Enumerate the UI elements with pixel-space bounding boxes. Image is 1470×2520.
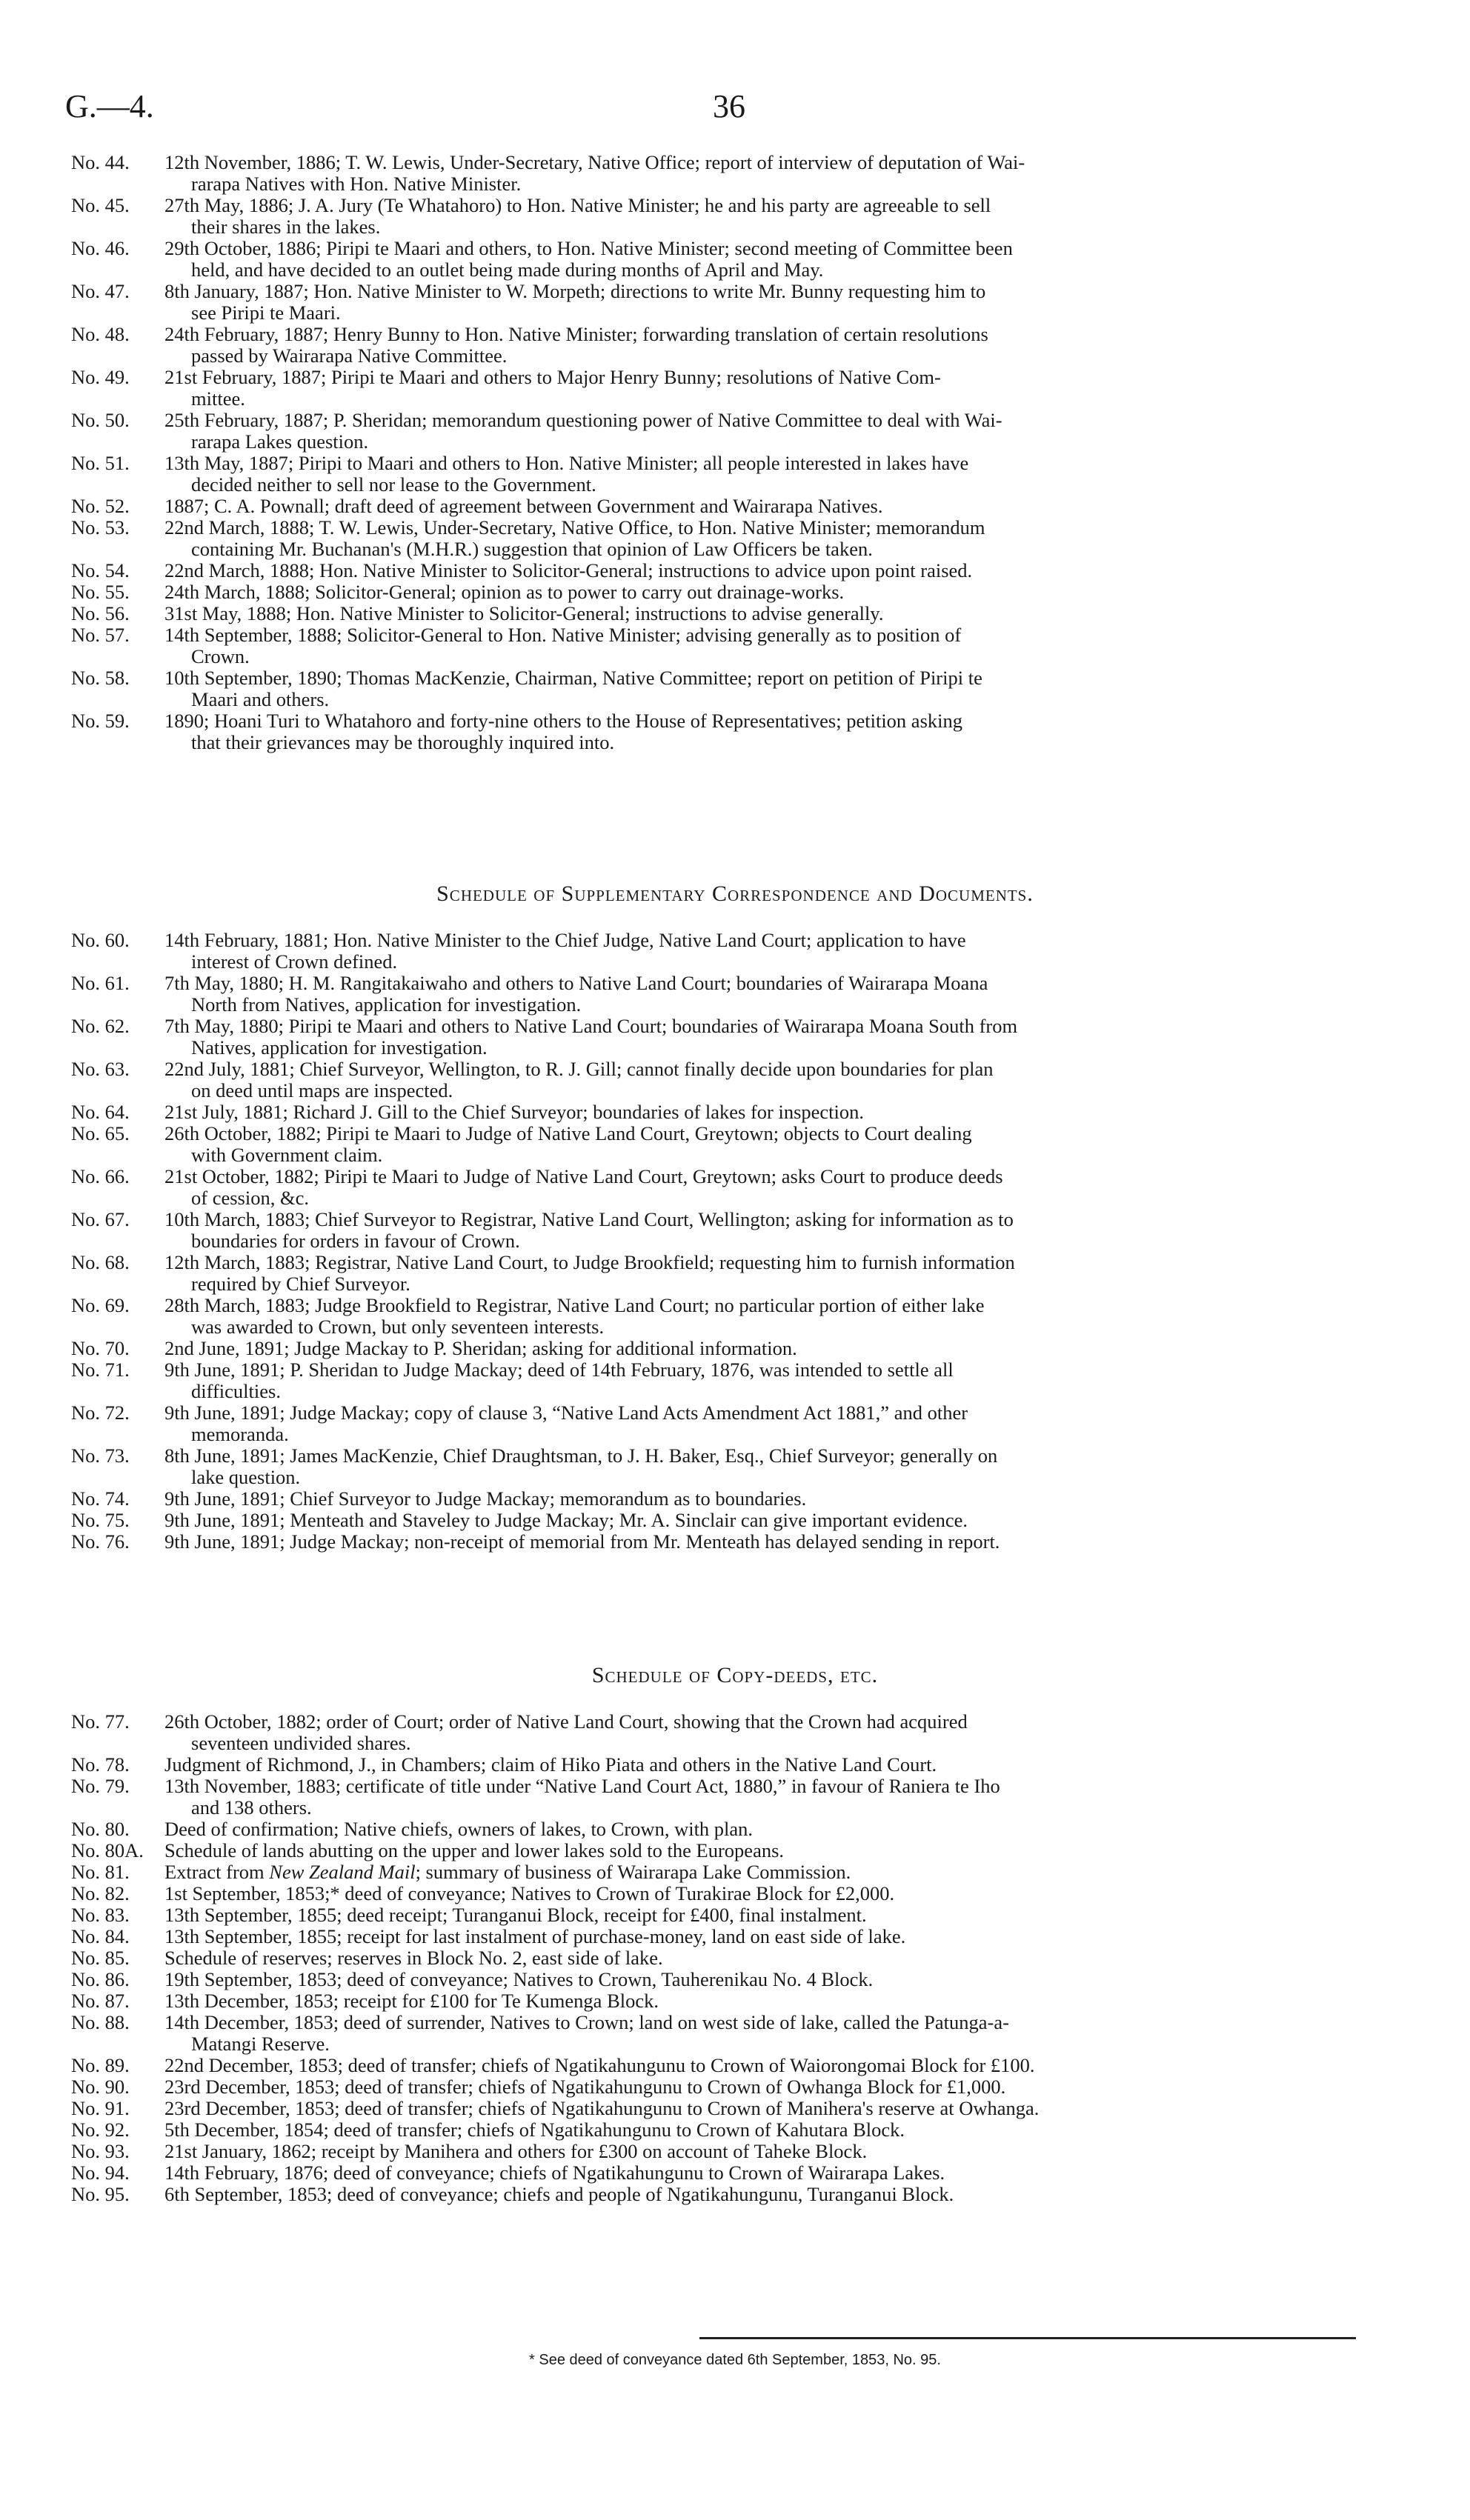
schedule-entry xyxy=(71,238,1387,281)
entry-number: No. 78. xyxy=(71,1753,130,1776)
entry-continuation: Crown. xyxy=(191,645,250,667)
schedule-entry xyxy=(71,2076,1387,2098)
entry-line: 10th March, 1883; Chief Surveyor to Registrar, Native Land Court, Wellington; asking for information as to xyxy=(164,1208,1014,1230)
schedule-entry xyxy=(71,1883,1387,1904)
schedule-entry xyxy=(71,603,1387,624)
schedule-entry xyxy=(71,1926,1387,1947)
entry-text xyxy=(164,973,1387,1016)
entry-number: No. 54. xyxy=(71,559,130,581)
entry-line: 25th February, 1887; P. Sheridan; memorandum questioning power of Native Committee to deal with Wai- xyxy=(164,409,1002,431)
entry-text xyxy=(164,1776,1387,1819)
footnote-rule xyxy=(699,2337,1356,2339)
entry-text xyxy=(164,1402,1387,1445)
entry-line: 13th September, 1855; deed receipt; Turanganui Block, receipt for £400, final instalment. xyxy=(164,1904,867,1926)
entry-continuation: and 138 others. xyxy=(191,1796,312,1819)
schedule-entry xyxy=(71,496,1387,517)
entry-continuation: difficulties. xyxy=(191,1380,281,1402)
entry-text xyxy=(164,1252,1387,1295)
entry-number: No. 82. xyxy=(71,1882,130,1904)
entry-text xyxy=(164,1947,1387,1969)
entry-text xyxy=(164,1488,1387,1510)
entry-text-lead: Extract from xyxy=(164,1861,270,1883)
entry-text xyxy=(164,1101,1387,1123)
entry-number: No. 46. xyxy=(71,237,130,259)
entry-number: No. 66. xyxy=(71,1165,130,1187)
entry-continuation: boundaries for orders in favour of Crown. xyxy=(191,1230,520,1252)
entry-number: No. 45. xyxy=(71,194,130,216)
entry-number: No. 73. xyxy=(71,1444,130,1467)
entry-number: No. 70. xyxy=(71,1337,130,1359)
entry-number: No. 94. xyxy=(71,2161,130,2184)
entry-line: 26th October, 1882; order of Court; order of Native Land Court, showing that the Crown had acquired xyxy=(164,1710,968,1733)
entry-line: 9th June, 1891; P. Sheridan to Judge Mackay; deed of 14th February, 1876, was intended to settle all xyxy=(164,1359,954,1381)
entry-text xyxy=(164,2076,1387,2098)
schedule-entry xyxy=(71,1402,1387,1445)
entry-line: 1st September, 1853;* deed of conveyance; Natives to Crown of Turakirae Block for £2,000. xyxy=(164,1882,895,1904)
entry-text xyxy=(164,410,1387,453)
entry-number: No. 75. xyxy=(71,1509,130,1531)
entry-number: No. 77. xyxy=(71,1710,130,1733)
schedule-entry xyxy=(71,517,1387,560)
entry-continuation: containing Mr. Buchanan's (M.H.R.) suggestion that opinion of Law Officers be taken. xyxy=(191,538,873,560)
entry-line: 29th October, 1886; Piripi te Maari and others, to Hon. Native Minister; second meeting of Committee been xyxy=(164,237,1013,259)
entry-text xyxy=(164,1166,1387,1209)
schedule-entry xyxy=(71,2141,1387,2162)
entry-text xyxy=(164,2119,1387,2141)
schedule-entry xyxy=(71,1488,1387,1510)
entry-line: 14th September, 1888; Solicitor-General to Hon. Native Minister; advising generally as to position of xyxy=(164,624,962,646)
entry-number: No. 67. xyxy=(71,1208,130,1230)
entry-continuation: Natives, application for investigation. xyxy=(191,1036,488,1059)
entry-text xyxy=(164,453,1387,496)
schedule-entry xyxy=(71,667,1387,710)
entry-continuation: their shares in the lakes. xyxy=(191,216,381,238)
entry-line: 13th November, 1883; certificate of title under “Native Land Court Act, 1880,” in favour of Raniera te Iho xyxy=(164,1775,1000,1797)
entry-continuation: rarapa Lakes question. xyxy=(191,430,369,453)
entry-line: Deed of confirmation; Native chiefs, owners of lakes, to Crown, with plan. xyxy=(164,1818,754,1840)
section-title-supplementary: Schedule of Supplementary Correspondence and Documents. xyxy=(436,881,1034,906)
entry-line: 2nd June, 1891; Judge Mackay to P. Sheridan; asking for additional information. xyxy=(164,1337,797,1359)
schedule-entry xyxy=(71,624,1387,667)
entry-text xyxy=(164,367,1387,410)
schedule-entry xyxy=(71,2184,1387,2205)
entry-number: No. 56. xyxy=(71,602,130,624)
entry-text xyxy=(164,2055,1387,2076)
schedule-entry xyxy=(71,1059,1387,1101)
entry-text xyxy=(164,2141,1387,2162)
entry-number: No. 47. xyxy=(71,280,130,302)
publication-title: New Zealand Mail xyxy=(269,1861,416,1883)
entry-number: No. 92. xyxy=(71,2119,130,2141)
entry-number: No. 44. xyxy=(71,151,130,173)
entry-line: 22nd March, 1888; T. W. Lewis, Under-Secretary, Native Office, to Hon. Native Minister; memorandum xyxy=(164,516,985,539)
entry-number: No. 80. xyxy=(71,1818,130,1840)
entry-number: No. 57. xyxy=(71,624,130,646)
entry-number: No. 74. xyxy=(71,1487,130,1510)
entry-text xyxy=(164,195,1387,238)
entry-text xyxy=(164,1016,1387,1059)
footnote: * See deed of conveyance dated 6th September, 1853, No. 95. xyxy=(529,2352,941,2368)
entry-number: No. 81. xyxy=(71,1861,130,1883)
entry-line: 14th December, 1853; deed of surrender, Natives to Crown; land on west side of lake, called the Patunga-a- xyxy=(164,2011,1009,2033)
entry-number: No. 64. xyxy=(71,1101,130,1123)
entry-number: No. 80A. xyxy=(71,1839,144,1861)
entry-continuation: interest of Crown defined. xyxy=(191,950,398,973)
entry-text xyxy=(164,581,1387,603)
entry-continuation: decided neither to sell nor lease to the Government. xyxy=(191,473,596,496)
schedule-entry xyxy=(71,1209,1387,1252)
schedule-entry xyxy=(71,2055,1387,2076)
entry-line: 21st February, 1887; Piripi te Maari and others to Major Henry Bunny; resolutions of Native Com- xyxy=(164,366,941,388)
entry-number: No. 69. xyxy=(71,1294,130,1316)
schedule-entry xyxy=(71,367,1387,410)
entry-text xyxy=(164,1883,1387,1904)
schedule-entry xyxy=(71,1123,1387,1166)
entry-text xyxy=(164,560,1387,581)
entry-line: 8th June, 1891; James MacKenzie, Chief Draughtsman, to J. H. Baker, Esq., Chief Surveyor; generally on xyxy=(164,1444,998,1467)
entry-continuation: held, and have decided to an outlet being made during months of April and May. xyxy=(191,259,824,281)
entry-text-tail: ; summary of business of Wairarapa Lake Commission. xyxy=(415,1861,851,1883)
entry-text xyxy=(164,1359,1387,1402)
entry-continuation: was awarded to Crown, but only seventeen interests. xyxy=(191,1316,605,1338)
schedule-entry xyxy=(71,2098,1387,2119)
schedule-entry xyxy=(71,1947,1387,1969)
entry-line: 1887; C. A. Pownall; draft deed of agreement between Government and Wairarapa Natives. xyxy=(164,495,883,517)
entry-line: 22nd December, 1853; deed of transfer; chiefs of Ngatikahungunu to Crown of Waiorongomai Block for £100. xyxy=(164,2054,1035,2076)
entry-line: 24th March, 1888; Solicitor-General; opinion as to power to carry out drainage-works. xyxy=(164,581,845,603)
entry-number: No. 60. xyxy=(71,929,130,951)
entry-text xyxy=(164,1295,1387,1338)
entry-line: 5th December, 1854; deed of transfer; chiefs of Ngatikahungunu to Crown of Kahutara Block. xyxy=(164,2119,905,2141)
entry-text xyxy=(164,1969,1387,1990)
schedule-entry xyxy=(71,1840,1387,1861)
entry-continuation: on deed until maps are inspected. xyxy=(191,1079,453,1101)
entry-continuation: lake question. xyxy=(191,1466,301,1488)
entry-line: 21st January, 1862; receipt by Manihera and others for £300 on account of Taheke Block. xyxy=(164,2140,868,2162)
schedule-entry xyxy=(71,1445,1387,1488)
entry-text xyxy=(164,930,1387,973)
entry-line: 9th June, 1891; Chief Surveyor to Judge Mackay; memorandum as to boundaries. xyxy=(164,1487,807,1510)
entry-number: No. 61. xyxy=(71,972,130,994)
entry-text xyxy=(164,2098,1387,2119)
entry-line: 23rd December, 1853; deed of transfer; chiefs of Ngatikahungunu to Crown of Manihera's reserve at Owhanga. xyxy=(164,2097,1040,2119)
entry-text xyxy=(164,1338,1387,1359)
schedule-entry xyxy=(71,930,1387,973)
entry-number: No. 71. xyxy=(71,1359,130,1381)
entry-line: 12th November, 1886; T. W. Lewis, Under-Secretary, Native Office; report of interview of deputation of Wai- xyxy=(164,151,1025,173)
entry-line: 28th March, 1883; Judge Brookfield to Registrar, Native Land Court; no particular portion of either lake xyxy=(164,1294,985,1316)
schedule-entries-main xyxy=(71,152,1387,753)
entry-continuation: of cession, &c. xyxy=(191,1187,309,1209)
entry-line: Schedule of reserves; reserves in Block No. 2, east side of lake. xyxy=(164,1947,663,1969)
entry-continuation: rarapa Natives with Hon. Native Minister. xyxy=(191,173,522,195)
entry-line: 14th February, 1881; Hon. Native Minister to the Chief Judge, Native Land Court; application to have xyxy=(164,929,966,951)
entry-line: 22nd July, 1881; Chief Surveyor, Wellington, to R. J. Gill; cannot finally decide upon boundaries for plan xyxy=(164,1058,994,1080)
entry-number: No. 55. xyxy=(71,581,130,603)
entry-continuation: mittee. xyxy=(191,387,245,410)
entry-text xyxy=(164,2162,1387,2184)
schedule-entry xyxy=(71,1359,1387,1402)
entry-text xyxy=(164,603,1387,624)
schedule-entry xyxy=(71,410,1387,453)
entry-text xyxy=(164,1711,1387,1754)
entry-number: No. 93. xyxy=(71,2140,130,2162)
entry-continuation: Matangi Reserve. xyxy=(191,2033,330,2055)
entry-text xyxy=(164,1510,1387,1531)
entry-line: 21st October, 1882; Piripi te Maari to Judge of Native Land Court, Greytown; asks Court to produce deeds xyxy=(164,1165,1003,1187)
entry-number: No. 58. xyxy=(71,667,130,689)
entry-number: No. 63. xyxy=(71,1058,130,1080)
entry-continuation: with Government claim. xyxy=(191,1144,383,1166)
entry-number: No. 72. xyxy=(71,1401,130,1424)
entry-number: No. 53. xyxy=(71,516,130,539)
entry-text xyxy=(164,1059,1387,1101)
entry-line: 7th May, 1880; Piripi te Maari and others to Native Land Court; boundaries of Wairarapa Moana South from xyxy=(164,1015,1018,1037)
entry-text xyxy=(164,1926,1387,1947)
entry-text xyxy=(164,1123,1387,1166)
entry-number: No. 91. xyxy=(71,2097,130,2119)
entry-number: No. 86. xyxy=(71,1968,130,1990)
entry-line: 23rd December, 1853; deed of transfer; chiefs of Ngatikahungunu to Crown of Owhanga Block for £1,000. xyxy=(164,2076,1006,2098)
entry-text xyxy=(164,281,1387,324)
entry-continuation: that their grievances may be thoroughly inquired into. xyxy=(191,731,615,753)
entry-number: No. 51. xyxy=(71,452,130,474)
entry-line: 1890; Hoani Turi to Whatahoro and forty-nine others to the House of Representatives; petition asking xyxy=(164,710,962,732)
entry-text xyxy=(164,1531,1387,1553)
schedule-entry xyxy=(71,2162,1387,2184)
schedule-entry xyxy=(71,1861,1387,1883)
entry-continuation: see Piripi te Maari. xyxy=(191,301,341,324)
schedule-entry xyxy=(71,152,1387,195)
entry-text xyxy=(164,1904,1387,1926)
schedule-entry xyxy=(71,1819,1387,1840)
schedule-entry xyxy=(71,1295,1387,1338)
entry-number: No. 88. xyxy=(71,2011,130,2033)
entry-line: 10th September, 1890; Thomas MacKenzie, Chairman, Native Committee; report on petition of Piripi te xyxy=(164,667,982,689)
entry-text xyxy=(164,1445,1387,1488)
schedule-entries-copy-deeds xyxy=(71,1711,1387,2205)
entry-number: No. 50. xyxy=(71,409,130,431)
entry-number: No. 76. xyxy=(71,1530,130,1553)
schedule-entry xyxy=(71,1904,1387,1926)
entry-line: 31st May, 1888; Hon. Native Minister to Solicitor-General; instructions to advise generally. xyxy=(164,602,884,624)
entry-number: No. 89. xyxy=(71,2054,130,2076)
schedule-entry xyxy=(71,2012,1387,2055)
schedule-entry xyxy=(71,1531,1387,1553)
schedule-entry xyxy=(71,453,1387,496)
entry-text xyxy=(164,1861,1387,1883)
entry-line: Judgment of Richmond, J., in Chambers; claim of Hiko Piata and others in the Native Land Court. xyxy=(164,1753,937,1776)
entry-line: 19th September, 1853; deed of conveyance; Natives to Crown, Tauherenikau No. 4 Block. xyxy=(164,1968,874,1990)
schedule-entry xyxy=(71,195,1387,238)
entry-text xyxy=(164,1990,1387,2012)
entry-number: No. 49. xyxy=(71,366,130,388)
entry-line: 13th September, 1855; receipt for last instalment of purchase-money, land on east side of lake. xyxy=(164,1925,906,1947)
entry-continuation: Maari and others. xyxy=(191,688,330,710)
entry-text xyxy=(164,517,1387,560)
schedule-entry xyxy=(71,281,1387,324)
entry-line: 6th September, 1853; deed of conveyance; chiefs and people of Ngatikahungunu, Turanganui Block. xyxy=(164,2183,954,2205)
entry-text xyxy=(164,2184,1387,2205)
entry-continuation: memoranda. xyxy=(191,1423,289,1445)
entry-number: No. 90. xyxy=(71,2076,130,2098)
entry-line: 22nd March, 1888; Hon. Native Minister to Solicitor-General; instructions to advice upon point raised. xyxy=(164,559,973,581)
schedule-entry xyxy=(71,1969,1387,1990)
schedule-entry xyxy=(71,1510,1387,1531)
entry-number: No. 83. xyxy=(71,1904,130,1926)
entry-text xyxy=(164,1754,1387,1776)
entry-text xyxy=(164,667,1387,710)
page-number: 36 xyxy=(713,88,745,124)
entry-number: No. 65. xyxy=(71,1122,130,1144)
entry-number: No. 95. xyxy=(71,2183,130,2205)
entry-number: No. 68. xyxy=(71,1251,130,1273)
entry-text xyxy=(164,624,1387,667)
schedule-entry xyxy=(71,2119,1387,2141)
entry-text xyxy=(164,1840,1387,1861)
entry-continuation: seventeen undivided shares. xyxy=(191,1732,411,1754)
schedule-entries-supplementary xyxy=(71,930,1387,1553)
schedule-entry xyxy=(71,973,1387,1016)
entry-continuation: North from Natives, application for investigation. xyxy=(191,993,582,1016)
entry-line: 13th December, 1853; receipt for £100 for Te Kumenga Block. xyxy=(164,1990,659,2012)
schedule-entry xyxy=(71,1252,1387,1295)
entry-line: 9th June, 1891; Judge Mackay; non-receipt of memorial from Mr. Menteath has delayed sending in report. xyxy=(164,1530,1000,1553)
entry-line: 14th February, 1876; deed of conveyance; chiefs of Ngatikahungunu to Crown of Wairarapa Lakes. xyxy=(164,2161,945,2184)
series-reference: G.—4. xyxy=(65,88,154,124)
entry-text xyxy=(164,324,1387,367)
entry-text xyxy=(164,1819,1387,1840)
entry-text xyxy=(164,1209,1387,1252)
entry-number: No. 48. xyxy=(71,323,130,345)
entry-text xyxy=(164,496,1387,517)
entry-continuation: passed by Wairarapa Native Committee. xyxy=(191,344,508,367)
entry-text xyxy=(164,710,1387,753)
entry-line: 27th May, 1886; J. A. Jury (Te Whatahoro) to Hon. Native Minister; he and his party are agreeable to sell xyxy=(164,194,991,216)
entry-line: 13th May, 1887; Piripi to Maari and others to Hon. Native Minister; all people interested in lakes have xyxy=(164,452,969,474)
entry-text xyxy=(164,238,1387,281)
entry-line: Schedule of lands abutting on the upper and lower lakes sold to the Europeans. xyxy=(164,1839,785,1861)
entry-line: 8th January, 1887; Hon. Native Minister to W. Morpeth; directions to write Mr. Bunny requesting him to xyxy=(164,280,986,302)
entry-number: No. 87. xyxy=(71,1990,130,2012)
schedule-entry xyxy=(71,710,1387,753)
entry-number: No. 59. xyxy=(71,710,130,732)
schedule-entry xyxy=(71,1016,1387,1059)
schedule-entry xyxy=(71,560,1387,581)
schedule-entry xyxy=(71,581,1387,603)
entry-continuation: required by Chief Surveyor. xyxy=(191,1273,410,1295)
entry-number: No. 52. xyxy=(71,495,130,517)
schedule-entry xyxy=(71,1166,1387,1209)
entry-line: 12th March, 1883; Registrar, Native Land Court, to Judge Brookfield; requesting him to furnish information xyxy=(164,1251,1015,1273)
entry-number: No. 84. xyxy=(71,1925,130,1947)
entry-line: 26th October, 1882; Piripi te Maari to Judge of Native Land Court, Greytown; objects to Court dealing xyxy=(164,1122,972,1144)
schedule-entry xyxy=(71,1776,1387,1819)
entry-line: 21st July, 1881; Richard J. Gill to the Chief Surveyor; boundaries of lakes for inspection. xyxy=(164,1101,865,1123)
entry-text xyxy=(164,152,1387,195)
entry-number: No. 85. xyxy=(71,1947,130,1969)
schedule-entry xyxy=(71,324,1387,367)
schedule-entry xyxy=(71,1338,1387,1359)
entry-number: No. 62. xyxy=(71,1015,130,1037)
entry-text xyxy=(164,2012,1387,2055)
schedule-entry xyxy=(71,1711,1387,1754)
entry-line: 9th June, 1891; Judge Mackay; copy of clause 3, “Native Land Acts Amendment Act 1881,” and other xyxy=(164,1401,968,1424)
schedule-entry xyxy=(71,1101,1387,1123)
section-title-copy-deeds: Schedule of Copy-deeds, etc. xyxy=(591,1663,879,1687)
schedule-entry xyxy=(71,1990,1387,2012)
entry-number: No. 79. xyxy=(71,1775,130,1797)
schedule-entry xyxy=(71,1754,1387,1776)
entry-line: 24th February, 1887; Henry Bunny to Hon. Native Minister; forwarding translation of certain resolutions xyxy=(164,323,988,345)
entry-line: 7th May, 1880; H. M. Rangitakaiwaho and others to Native Land Court; boundaries of Wairarapa Moana xyxy=(164,972,988,994)
entry-line: 9th June, 1891; Menteath and Staveley to Judge Mackay; Mr. A. Sinclair can give important evidence. xyxy=(164,1509,968,1531)
